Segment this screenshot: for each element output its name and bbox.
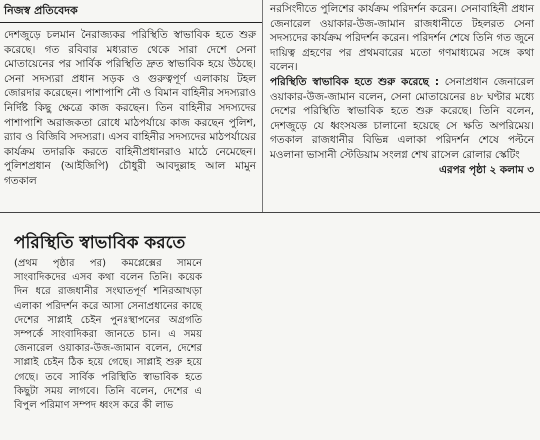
right-para-1: নরসিংদীতে পুলিশের কার্যক্রম পরিদর্শন করেন। সেনাবাহিনী প্রধান জেনারেল ওয়াকার-উজ-জামান রাজধানীতে টহলরত সেনা সদস্যদের কার্যক্রম পরিদর্শন করেন। পরিদর্শন শেষে তিনি গত জুনে দায়িত্ব গ্রহণের পর প্রথমবারের মতো গণমাধ্যমের সঙ্গে কথা বলেন।	[270, 3, 534, 74]
right-para-2	[270, 75, 534, 163]
continuation-line	[270, 163, 534, 178]
column-divider	[262, 0, 263, 212]
second-article-body	[14, 257, 202, 413]
left-column	[4, 28, 256, 189]
right-column	[270, 2, 534, 177]
second-article-title: পরিস্থিতি স্বাভাবিক করতে	[14, 233, 186, 253]
byline: নিজস্ব প্রতিবেদক	[4, 4, 78, 17]
left-column-text: দেশজুড়ে চলমান নৈরাজ্যকর পরিস্থিতি স্বাভাবিক হতে শুরু করেছে। গত রবিবার মধ্যরাত থেকে সারা দেশে সেনা মোতায়েনের পর সার্বিক পরিস্থিতি দ্রুত স্বাভাবিক হয়ে উঠছে। সেনা সদস্যরা প্রধান সড়ক ও গুরুত্বপূর্ণ এলাকায় টহল জোরদার করেছেন। পাশাপাশি নৌ ও বিমান বাহিনীর সদস্যরাও নির্দিষ্ট কিছু ক্ষেত্রে কাজ করছেন। তিন বাহিনীর সদস্যদের পাশাপাশি অরাজকতা রোধে মাঠপর্যায়ে কাজ করছেন পুলিশ, র‍্যাব ও বিজিবি সদস্যরা। এসব বাহিনীর সদস্যদের মাঠপর্যায়ের কার্যক্রম তদারকি করতে বাহিনীপ্রধানরাও মাঠে নেমেছেন। পুলিশপ্রধান (আইজিপি) চৌধুরী আবদুল্লাহ আল মামুন গতকাল	[4, 29, 256, 187]
section-divider	[0, 212, 540, 213]
right-para-2-text: সেনাপ্রধান জেনারেল ওয়াকার-উজ-জামান বলেন, সেনা মোতায়েনের ৪৮ ঘণ্টার মধ্যে দেশের পরিস্থিতি স্বাভাবিক হতে শুরু করেছে। তিনি বলেন, দেশজুড়ে যে ধ্বংসযজ্ঞ চালানো হয়েছে সে ক্ষতি অপরিমেয়। গতকাল রাজধানীর বিভিন্ন এলাকা পরিদর্শন শেষে পল্টনে মওলানা ভাসানী স্টেডিয়াম সংলগ্ন শেখ রাসেল রোলার স্কেটিং	[270, 75, 534, 161]
continued-label: এরপর পৃষ্ঠা ২ কলাম ৩	[438, 163, 534, 176]
byline-rule	[0, 22, 262, 23]
second-article-text: কমপ্লেক্সের সামনে সাংবাদিকদের এসব কথা বলেন তিনি। কয়েক দিন ধরে রাজধানীর সংঘাতপূর্ণ শনিরআখড়া এলাকা পরিদর্শন করে আসা সেনাপ্রধানের কাছে দেশের সাপ্লাই চেইন পুনঃস্থাপনের অগ্রগতি সম্পর্কে সাংবাদিকরা জানতে চান। এ সময় জেনারেল ওয়াকার-উজ-জামান বলেন, দেশের সাপ্লাই চেইন ঠিক হয়ে গেছে। সাপ্লাই শুরু হয়ে গেছে। তবে সার্বিক পরিস্থিতি স্বাভাবিক হতে কিছুটা সময় লাগবে। তিনি বলেন, দেশের এ বিপুল পরিমাণ সম্পদ ধ্বংস করে কী লাভ	[14, 258, 202, 412]
from-page-label: (প্রথম পৃষ্ঠার পর)	[14, 258, 106, 269]
subhead: পরিস্থিতি স্বাভাবিক হতে শুরু করেছে :	[270, 75, 439, 88]
